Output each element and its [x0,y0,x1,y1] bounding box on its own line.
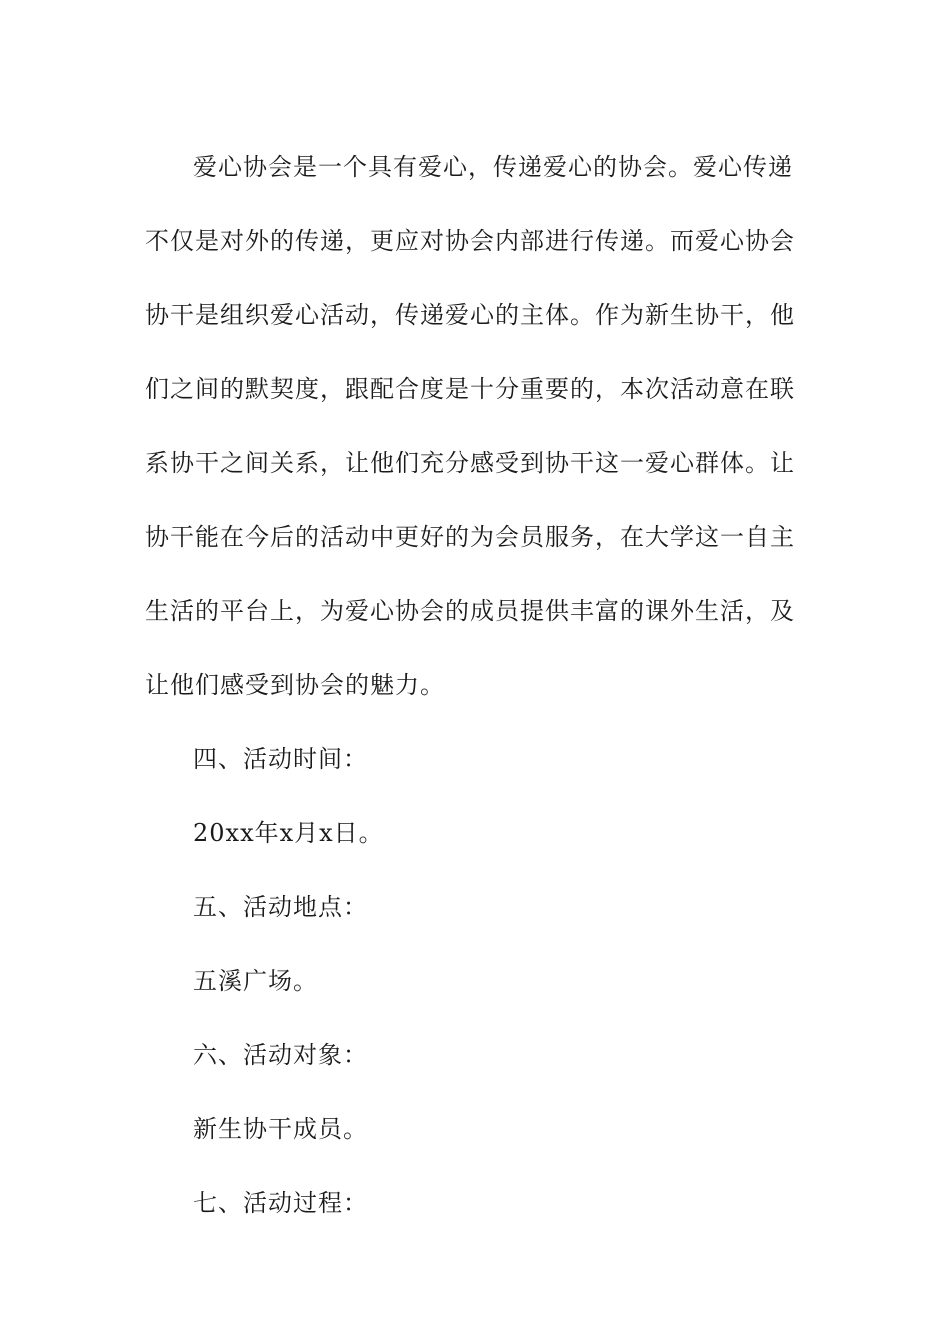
section-content-time: 20xx年x月x日。 [193,819,384,847]
section-heading-process: 七、活动过程： [193,1189,368,1217]
section-content-location: 五溪广场。 [193,967,318,995]
section-heading-location: 五、活动地点： [193,893,368,921]
section-content-audience: 新生协干成员。 [193,1115,368,1143]
intro-paragraph: 爱心协会是一个具有爱心，传递爱心的协会。爱心传递不仅是对外的传递，更应对协会内部进行传递。而爱心协会协干是组织爱心活动，传递爱心的主体。作为新生协干，他们之间的默契度，跟配合度是十分重要的，本次活动意在联系协干之间关系，让他们充分感受到协干这一爱心群体。让协干能在今后的活动中更好的为会员服务，在大学这一自主生活的平台上，为爱心协会的成员提供丰富的课外生活，及让他们感受到协会的魅力。 [145,153,795,699]
document-page [145,130,835,1240]
section-heading-audience: 六、活动对象： [193,1041,368,1069]
section-heading-time: 四、活动时间： [193,745,368,773]
